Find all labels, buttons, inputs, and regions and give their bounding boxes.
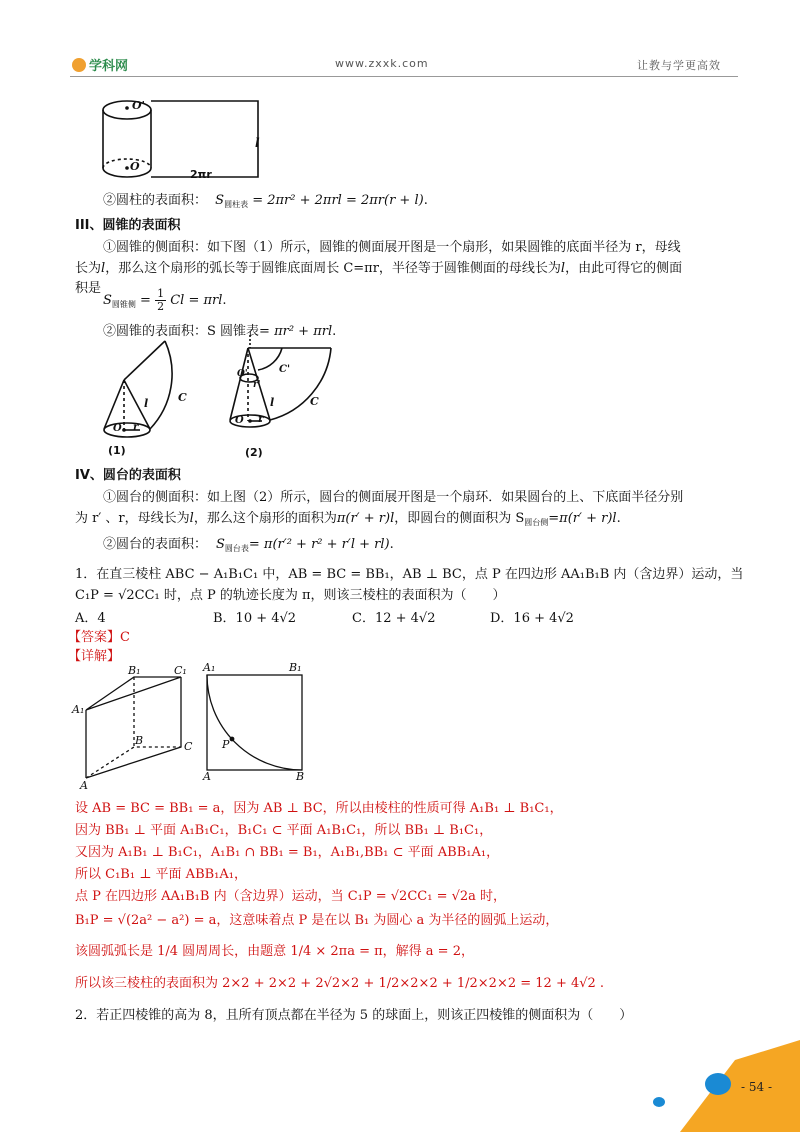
III-p1-line2: 长为l，那么这个扇形的弧长等于圆锥底面周长 C=πr，半径等于圆锥侧面的母线长为l，由此可得它的侧面 [75,261,683,276]
q1-option-d[interactable]: D．16 + 4√2 [490,611,574,626]
header-slogan: 让教与学更高效 [637,59,721,72]
III-p2: ②圆锥的表面积：S 圆锥表= πr² + πrl. [103,324,337,339]
cyl-bottom-center: O [130,160,140,173]
square-P: P [222,738,230,751]
header-url[interactable]: www.zxxk.com [335,57,429,70]
q1-option-c[interactable]: C．12 + 4√2 [352,611,436,626]
IV-p1-line1: ①圆台的侧面积：如上图（2）所示，圆台的侧面展开图是一个扇环．如果圆台的上、下底面半径分别 [103,490,684,505]
q1-stem-line2: C₁P = √2CC₁ 时，点 P 的轨迹长度为 π，则该三棱柱的表面积为（ ） [75,588,506,603]
q1-detail-heading: 【详解】 [68,649,121,664]
solution-line-3: 又因为 A₁B₁ ⊥ B₁C₁，A₁B₁ ∩ BB₁ = B₁，A₁B₁,BB₁ ⊂ 平面 ABB₁A₁， [75,845,500,860]
cone1-l-label: l [144,397,149,410]
III-p1-line3: 积是 [75,281,102,296]
page-number: - 54 - [740,1080,772,1094]
solution-line-4: 所以 C₁B₁ ⊥ 平面 ABB₁A₁， [75,867,247,882]
prism-B: B [135,734,144,747]
cyl-width-label: 2πr [190,168,212,181]
cone2-Cprime-label: C' [279,364,291,375]
prism-C: C [184,740,193,753]
cone1-O-label: O [113,423,122,434]
cyl-top-center: O' [132,99,145,112]
prism-C1: C₁ [174,664,187,677]
IV-p2-label: ②圆台的表面积： [103,537,208,552]
q1-answer: 【答案】C [68,630,130,645]
solution-line-7: 该圆弧弧长是 1/4 圆周周长，由题意 1/4 × 2πa = π，解得 a = 2， [75,944,474,959]
q1-option-b[interactable]: B．10 + 4√2 [213,611,297,626]
cone2-rprime-label: r' [253,380,261,390]
frustum-surface-formula: $S_{圆台表}= \pi(r'^2 + r^2 + r'l + rl)$. [216,537,394,553]
cone2-l-label: l [270,396,275,409]
prism-B1: B₁ [128,664,141,677]
section-IV-title: IV、圆台的表面积 [75,468,181,483]
prism-A1: A₁ [72,703,85,716]
square-B: B [296,770,305,783]
site-logo: 学科网 [72,55,128,74]
cone2-C-label: C [310,395,319,408]
square-A1: A₁ [203,661,216,674]
q1-stem-line1: 1．在直三棱柱 ABC − A₁B₁C₁ 中，AB = BC = BB₁，AB ⊥ BC，点 P 在四边形 AA₁B₁B 内（含边界）运动，当 [75,567,744,582]
q2-stem: 2．若正四棱锥的高为 8，且所有顶点都在半径为 5 的球面上，则该正四棱锥的侧面积为（ ） [75,1008,633,1023]
section-III-title: III、圆锥的表面积 [75,218,181,233]
solution-line-2: 因为 BB₁ ⊥ 平面 A₁B₁C₁，B₁C₁ ⊂ 平面 A₁B₁C₁，所以 BB₁ ⊥ B₁C₁， [75,823,493,838]
solution-line-8: 所以该三棱柱的表面积为 2×2 + 2×2 + 2√2×2 + 1/2×2×2 + 1/2×2×2 = 12 + 4√2 . [75,976,605,991]
figure-1-caption: (1) [108,444,126,457]
square-A: A [203,770,211,783]
cone2-O-label: O [235,415,244,426]
III-p1-line1: ①圆锥的侧面积：如下图（1）所示，圆锥的侧面展开图是一个扇形，如果圆锥的底面半径为 r，母线 [103,240,681,255]
IV-p1-line2: 为 r′ 、r，母线长为l，那么这个扇形的面积为π(r′ + r)l，即圆台的侧面积为 $S_{圆台侧}=\pi(r' + r)l$. [75,511,621,527]
solution-line-6: B₁P = √(2a² − a²) = a，这意味着点 P 是在以 B₁ 为圆心 a 为半径的圆弧上运动， [75,913,559,928]
cylinder-surface-line: ②圆柱的表面积： $S_{圆柱表} = 2\pi r^2 + 2\pi rl = 2\pi r(r + l)$. [103,193,428,209]
prism-A: A [80,779,88,792]
cone2-r-label: r [258,414,264,425]
solution-line-1: 设 AB = BC = BB₁ = a，因为 AB ⊥ BC，所以由棱柱的性质可得 A₁B₁ ⊥ B₁C₁， [75,801,563,816]
q1-option-a[interactable]: A．4 [75,611,106,626]
cone2-Oprime-label: O' [237,369,248,379]
solution-line-5: 点 P 在四边形 AA₁B₁B 内（含边界）运动，当 C₁P = √2CC₁ = √2a 时， [75,889,507,904]
cone1-r-label: r [133,422,139,433]
cone-lateral-formula: $S_{圆锥侧}$ = $\frac{1}{2}$ Cl = πrl. [103,287,227,313]
cyl-side-label: l [255,136,260,150]
cone1-C-label: C [178,391,187,404]
square-B1: B₁ [289,661,302,674]
figure-2-caption: (2) [245,446,263,459]
